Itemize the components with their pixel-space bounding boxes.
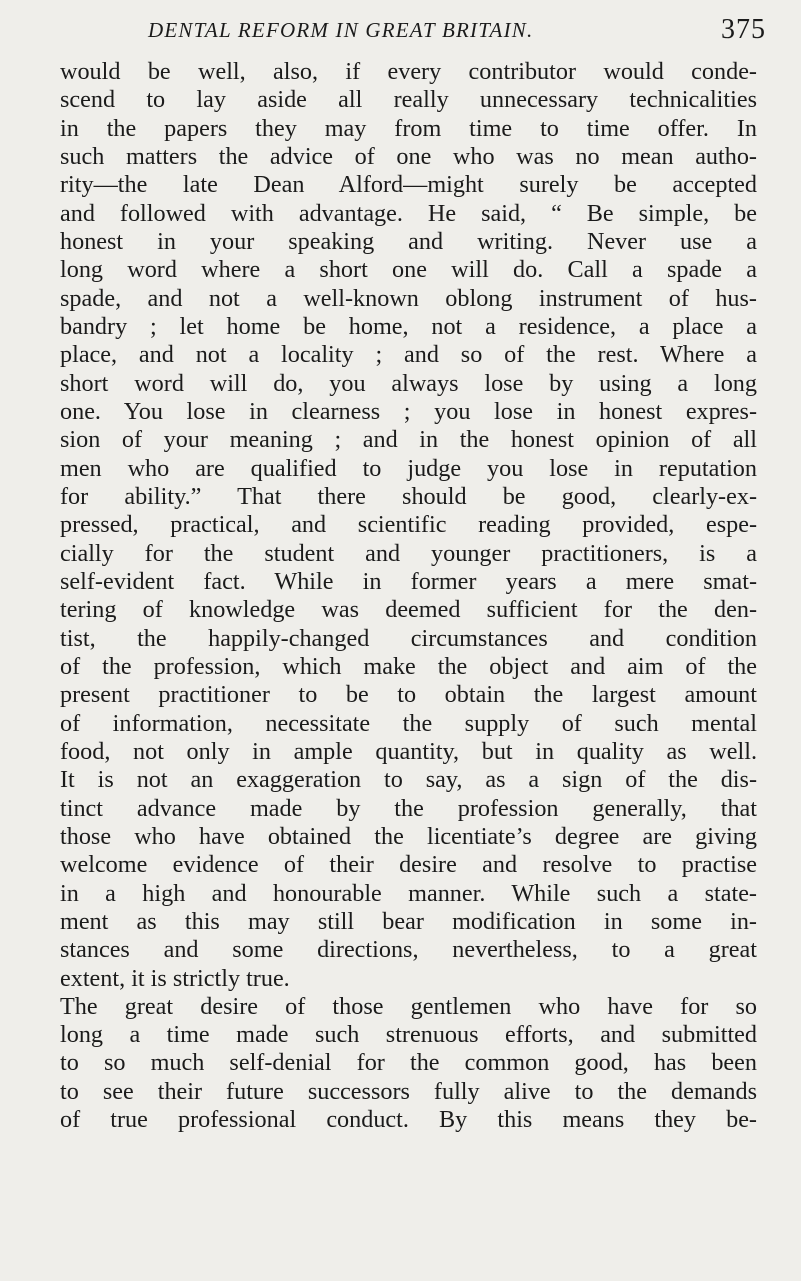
running-title: DENTAL REFORM IN GREAT BRITAIN.: [148, 18, 534, 42]
text-line: of true professional conduct. By this means they be-: [60, 1106, 757, 1134]
text-line: in the papers they may from time to time offer. In: [60, 114, 757, 142]
text-line: stances and some directions, nevertheless, to a great: [60, 936, 757, 964]
text-line: self-evident fact. While in former years a mere smat-: [60, 567, 757, 595]
text-line: long word where a short one will do. Call a spade a: [60, 256, 757, 284]
text-line: pressed, practical, and scientific reading provided, espe-: [60, 511, 757, 539]
text-line: ment as this may still bear modification in some in-: [60, 907, 757, 935]
text-line: for ability.” That there should be good, clearly-ex-: [60, 482, 757, 510]
text-line: one. You lose in clearness ; you lose in honest expres-: [60, 397, 757, 425]
paragraph-end-line: extent, it is strictly true.: [60, 964, 290, 992]
text-line: spade, and not a well-known oblong instrument of hus-: [60, 284, 757, 312]
text-line: tering of knowledge was deemed sufficient for the den-: [60, 596, 757, 624]
text-line: those who have obtained the licentiate’s degree are giving: [60, 822, 757, 850]
text-line: rity—the late Dean Alford—might surely be accepted: [60, 171, 757, 199]
text-line: sion of your meaning ; and in the honest opinion of all: [60, 426, 757, 454]
text-line: welcome evidence of their desire and resolve to practise: [60, 851, 757, 879]
text-line: men who are qualified to judge you lose in reputation: [60, 454, 757, 482]
text-line: long a time made such strenuous efforts, and submitted: [60, 1021, 757, 1049]
text-line: of the profession, which make the object and aim of the: [60, 652, 757, 680]
text-line: scend to lay aside all really unnecessary technicalities: [60, 86, 757, 114]
text-line: It is not an exaggeration to say, as a sign of the dis-: [60, 766, 757, 794]
text-line: to so much self-denial for the common good, has been: [60, 1049, 757, 1077]
text-line: to see their future successors fully alive to the demands: [60, 1077, 757, 1105]
text-line: tist, the happily-changed circumstances and condition: [60, 624, 757, 652]
text-line: tinct advance made by the profession generally, that: [60, 794, 757, 822]
text-line: bandry ; let home be home, not a residence, a place a: [60, 312, 757, 340]
text-line: cially for the student and younger practitioners, is a: [60, 539, 757, 567]
text-line: honest in your speaking and writing. Never use a: [60, 227, 757, 255]
text-line: would be well, also, if every contributor would conde-: [60, 58, 757, 85]
text-line: food, not only in ample quantity, but in quality as well.: [60, 737, 757, 765]
text-line: place, and not a locality ; and so of the rest. Where a: [60, 341, 757, 369]
text-line: The great desire of those gentlemen who have for so: [60, 992, 757, 1020]
running-head: [148, 10, 778, 46]
body-text: [60, 58, 757, 1134]
text-line: of information, necessitate the supply of such mental: [60, 709, 757, 737]
text-line: present practitioner to be to obtain the largest amount: [60, 681, 757, 709]
text-line: and followed with advantage. He said, “ Be simple, be: [60, 199, 757, 227]
page-number: 375: [721, 14, 766, 45]
text-line: short word will do, you always lose by using a long: [60, 369, 757, 397]
text-line: in a high and honourable manner. While such a state-: [60, 879, 757, 907]
text-line: such matters the advice of one who was no mean autho-: [60, 142, 757, 170]
